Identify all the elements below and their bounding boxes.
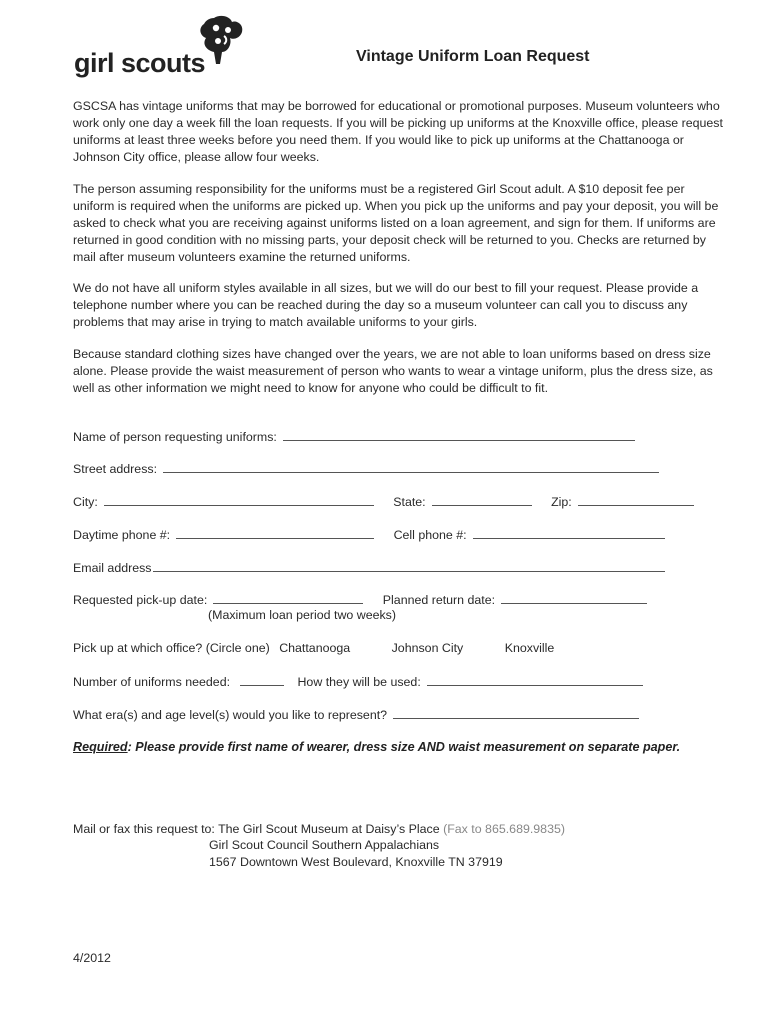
office-row: [73, 640, 554, 657]
num-uniforms-label: Number of uniforms needed:: [73, 675, 231, 689]
email-field[interactable]: [153, 559, 665, 572]
email-row: [73, 559, 665, 577]
mail-address-line1: The Girl Scout Museum at Daisy’s Place: [218, 822, 440, 836]
mail-address-line2: Girl Scout Council Southern Appalachians: [209, 838, 440, 852]
cell-phone-field[interactable]: [473, 526, 665, 539]
street-label: Street address:: [73, 462, 158, 476]
responsibility-paragraph: The person assuming responsibility for the uniforms must be a registered Girl Scout adult. A $10 deposit fee per uniform is required when the uniforms are picked up. When you pick up the uniforms and pay your deposit, you will be asked to check what you are receiving against uniforms listed on a loan agreement, and sign for them. If uniforms are returned in good condition with no missing parts, your deposit check will be returned to you. Checks are returned by mail after museum volunteers examine the returned uniforms.: [73, 182, 719, 264]
state-label: State:: [393, 495, 426, 509]
street-field[interactable]: [163, 460, 659, 473]
max-loan-note: (Maximum loan period two weeks): [208, 608, 396, 622]
street-row: [73, 460, 659, 478]
mail-line: [73, 821, 565, 838]
mail-label: Mail or fax this request to:: [73, 822, 215, 836]
availability-paragraph: We do not have all uniform styles available in all sizes, but we will do our best to fill your request. Please provide a telephone number where you can be reached during the day so a museum volunteer can call you to discuss any problems that may arise in trying to match available uniforms to your girls.: [73, 281, 699, 329]
city-label: City:: [73, 495, 98, 509]
office-option-johnson-city[interactable]: Johnson City: [391, 641, 464, 655]
trefoil-logo-icon: [196, 14, 246, 66]
how-used-label: How they will be used:: [297, 675, 421, 689]
era-label: What era(s) and age level(s) would you like to represent?: [73, 708, 388, 722]
intro-paragraph: GSCSA has vintage uniforms that may be borrowed for educational or promotional purposes. Museum volunteers who work only one day a week fill the loan requests. If you will be picking up uniforms at the Knoxville office, please request uniforms at least three weeks before you need them. If you would like to pick up uniforms at the Chattanooga or Johnson City office, please allow four weeks.: [73, 99, 723, 164]
fax-number: (Fax to 865.689.9835): [443, 822, 565, 836]
era-row: [73, 706, 639, 724]
required-note: [73, 739, 723, 756]
era-field[interactable]: [393, 706, 639, 719]
zip-label: Zip:: [551, 495, 572, 509]
sizes-paragraph: Because standard clothing sizes have changed over the years, we are not able to loan uniforms based on dress size alone. Please provide the waist measurement of person who wants to wear a vintage uniform, plus the dress size, as well as other information we might need to know for anyone who could be difficult to fit.: [73, 347, 713, 395]
mail-address-line3: 1567 Downtown West Boulevard, Knoxville TN 37919: [209, 855, 503, 869]
uniforms-row: [73, 673, 643, 691]
state-field[interactable]: [432, 493, 532, 506]
zip-field[interactable]: [578, 493, 694, 506]
day-phone-field[interactable]: [176, 526, 374, 539]
phone-row: [73, 526, 665, 544]
return-date-field[interactable]: [501, 591, 647, 604]
name-field[interactable]: [283, 428, 635, 441]
num-uniforms-field[interactable]: [240, 673, 284, 686]
required-text: : Please provide first name of wearer, dress size AND waist measurement on separate paper.: [127, 740, 681, 754]
pickup-date-field[interactable]: [213, 591, 363, 604]
city-field[interactable]: [104, 493, 374, 506]
day-phone-label: Daytime phone #:: [73, 528, 171, 542]
how-used-field[interactable]: [427, 673, 643, 686]
required-word: Required: [73, 740, 128, 754]
office-option-knoxville[interactable]: Knoxville: [504, 641, 555, 655]
office-option-chattanooga[interactable]: Chattanooga: [279, 641, 351, 655]
logo-wordmark: girl scouts: [74, 48, 206, 78]
office-label: Pick up at which office? (Circle one): [73, 641, 270, 655]
revision-date: 4/2012: [73, 951, 111, 965]
city-row: [73, 493, 694, 511]
name-row: [73, 428, 635, 446]
pickup-date-label: Requested pick-up date:: [73, 593, 208, 607]
cell-phone-label: Cell phone #:: [393, 528, 467, 542]
name-label: Name of person requesting uniforms:: [73, 430, 277, 444]
return-date-label: Planned return date:: [382, 593, 496, 607]
email-label: Email address: [73, 561, 152, 575]
page-title: Vintage Uniform Loan Request: [356, 48, 590, 65]
